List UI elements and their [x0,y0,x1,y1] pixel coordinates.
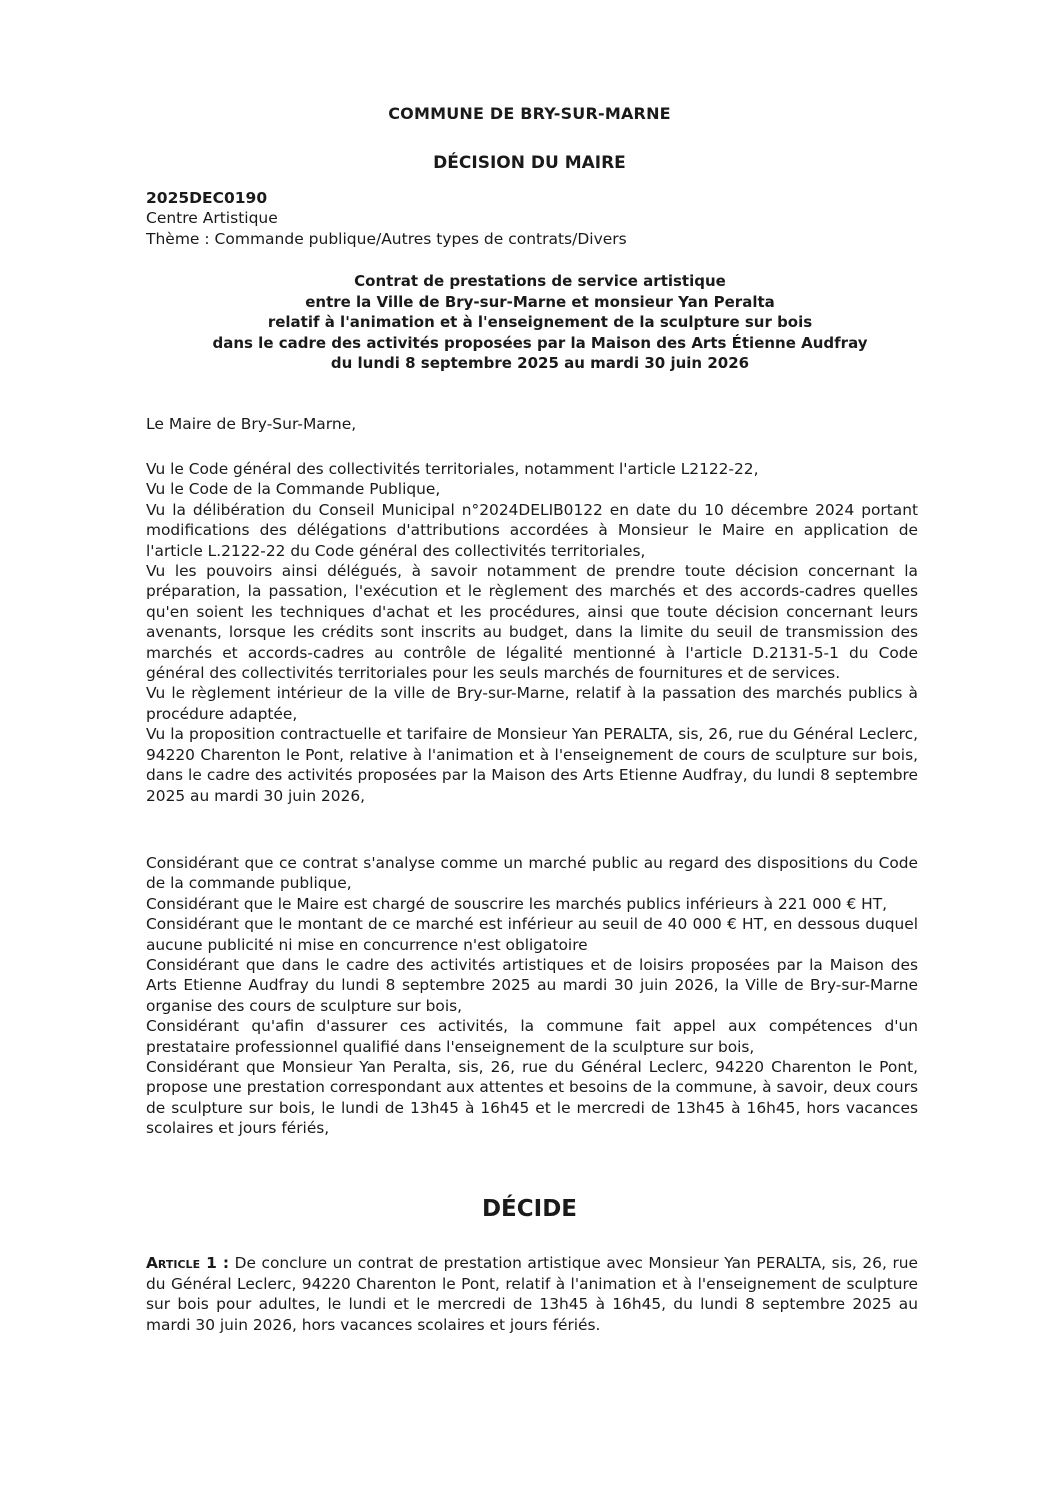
article-1-text: De conclure un contrat de prestation artistique avec Monsieur Yan PERALTA, sis, 26, rue du Général Leclerc, 94220 Charenton le Pont, relatif à l'animation et à l'enseignement de sculpture sur bois pour adultes, le lundi et le mercredi de 13h45 à 16h45, du lundi 8 septembre 2025 au mardi 30 juin 2026, hors vacances scolaires et jours fériés. [146,1254,918,1334]
article-1 [146,1253,918,1335]
visa-paragraph: Vu le règlement intérieur de la ville de Bry-sur-Marne, relatif à la passation des marchés publics à procédure adaptée, [146,684,918,723]
considerant-paragraph: Considérant que le montant de ce marché est inférieur au seuil de 40 000 € HT, en dessous duquel aucune publicité ni mise en concurrence n'est obligatoire [146,915,918,954]
considerant-paragraph: Considérant que le Maire est chargé de souscrire les marchés publics inférieurs à 221 000 € HT, [146,894,888,913]
subject-line: relatif à l'animation et à l'enseignement de la sculpture sur bois [267,313,813,331]
considerant-paragraph: Considérant que ce contrat s'analyse comme un marché public au regard des dispositions du Code de la commande publique, [146,854,918,893]
article-1-label: Article 1 : [146,1254,230,1272]
considerant-paragraph: Considérant qu'afin d'assurer ces activités, la commune fait appel aux compétences d'un prestataire professionnel qualifié dans l'enseignement de la sculpture sur bois, [146,1017,918,1056]
visa-paragraph: Vu les pouvoirs ainsi délégués, à savoir notamment de prendre toute décision concernant la préparation, la passation, l'exécution et le règlement des marchés et des accords-cadres quelles qu'en soient les techniques d'achat et les procédures, ainsi que toute décision concernant leurs avenants, lorsque les crédits sont inscrits au budget, dans la limite du seuil de transmission des marchés et accords-cadres au contrôle de légalité mentionné à l'article D.2131-5-1 du Code général des collectivités territoriales pour les seuls marchés de fournitures et de services. [146,562,918,683]
subject-block [150,271,930,374]
subject-line: entre la Ville de Bry-sur-Marne et monsieur Yan Peralta [305,292,775,311]
considerants-block [146,853,918,1139]
maire-line: Le Maire de Bry-Sur-Marne, [146,415,357,433]
visa-paragraph: Vu la délibération du Conseil Municipal n°2024DELIB0122 en date du 10 décembre 2024 portant modifications des délégations d'attributions accordées à Monsieur le Maire en application de l'article L.2122-22 du Code général des collectivités territoriales, [146,500,918,560]
subject-line: du lundi 8 septembre 2025 au mardi 30 juin 2026 [330,354,750,372]
considerant-paragraph: Considérant que dans le cadre des activités artistiques et de loisirs proposées par la Maison des Arts Etienne Audfray du lundi 8 septembre 2025 au mardi 30 juin 2026, la Ville de Bry-sur-Marne organise des cours de sculpture sur bois, [146,956,918,1015]
considerant-paragraph: Considérant que Monsieur Yan Peralta, sis, 26, rue du Général Leclerc, 94220 Charenton le Pont, propose une prestation correspondant aux attentes et besoins de la commune, à savoir, deux cours de sculpture sur bois, le lundi de 13h45 à 16h45 et le mercredi de 13h45 à 16h45, hors vacances scolaires et jours fériés, [146,1058,918,1138]
decision-reference: 2025DEC0190 [146,189,268,207]
visas-block [146,459,918,806]
service-name: Centre Artistique [146,209,278,227]
commune-heading: COMMUNE DE BRY-SUR-MARNE [388,104,671,123]
subject-line: Contrat de prestations de service artistique [354,272,726,290]
visa-paragraph: Vu la proposition contractuelle et tarifaire de Monsieur Yan PERALTA, sis, 26, rue du Général Leclerc, 94220 Charenton le Pont, relative à l'animation et à l'enseignement de cours de sculpture sur bois, dans le cadre des activités proposées par la Maison des Arts Etienne Audfray, du lundi 8 septembre 2025 au mardi 30 juin 2026, [146,725,918,805]
document-title: DÉCISION DU MAIRE [433,153,626,173]
visa-paragraph: Vu le Code général des collectivités territoriales, notamment l'article L2122-22, [146,460,759,478]
subject-line: dans le cadre des activités proposées par la Maison des Arts Étienne Audfray [212,333,868,352]
visa-paragraph: Vu le Code de la Commande Publique, [146,480,441,499]
theme-line: Thème : Commande publique/Autres types de contrats/Divers [146,230,627,248]
decide-heading: DÉCIDE [481,1196,578,1222]
